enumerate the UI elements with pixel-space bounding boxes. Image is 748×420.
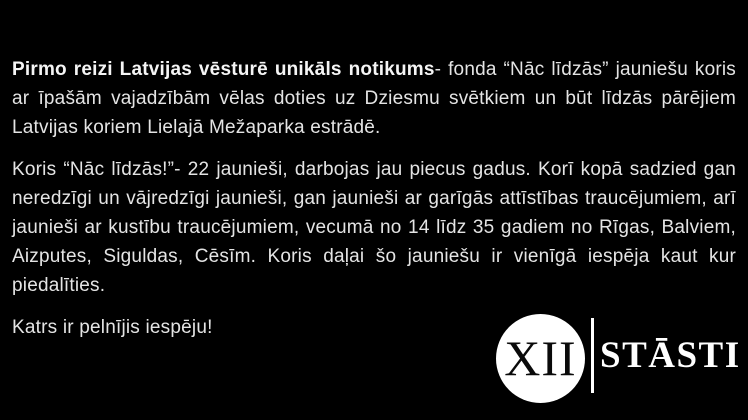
intro-paragraph <box>12 55 736 142</box>
logo-divider <box>591 318 594 393</box>
intro-paragraph-bold-lead: Pirmo reizi Latvijas vēsturē unikāls notikums <box>12 59 435 80</box>
closing-line: Katrs ir pelnījis iespēju! <box>12 317 213 338</box>
intro-paragraph-rest: - fonda “Nāc līdzās” jauniešu koris ar īpašām vajadzībām vēlas doties uz Dziesmu svētkiem un būt līdzās pārējiem Latvijas koriem Lielajā Mežaparka estrādē. <box>12 59 736 138</box>
slide-text-block <box>12 55 736 355</box>
xii-stasti-logo <box>496 314 741 404</box>
body-paragraph: Koris “Nāc līdzās!”- 22 jaunieši, darbojas jau piecus gadus. Korī kopā sadzied gan neredzīgi un vājredzīgi jaunieši, gan jaunieši ar garīgās attīstības traucējumiem, arī jaunieši ar kustību traucējumiem, vecumā no 14 līdz 35 gadiem no Rīgas, Balviem, Aizputes, Siguldas, Cēsīm. Koris daļai šo jauniešu ir vienīgā iespēja kaut kur piedalīties. <box>12 159 736 296</box>
logo-roman-numeral: XII <box>504 329 577 386</box>
logo-circle <box>496 314 585 403</box>
logo-wordmark: STĀSTI <box>600 335 741 376</box>
